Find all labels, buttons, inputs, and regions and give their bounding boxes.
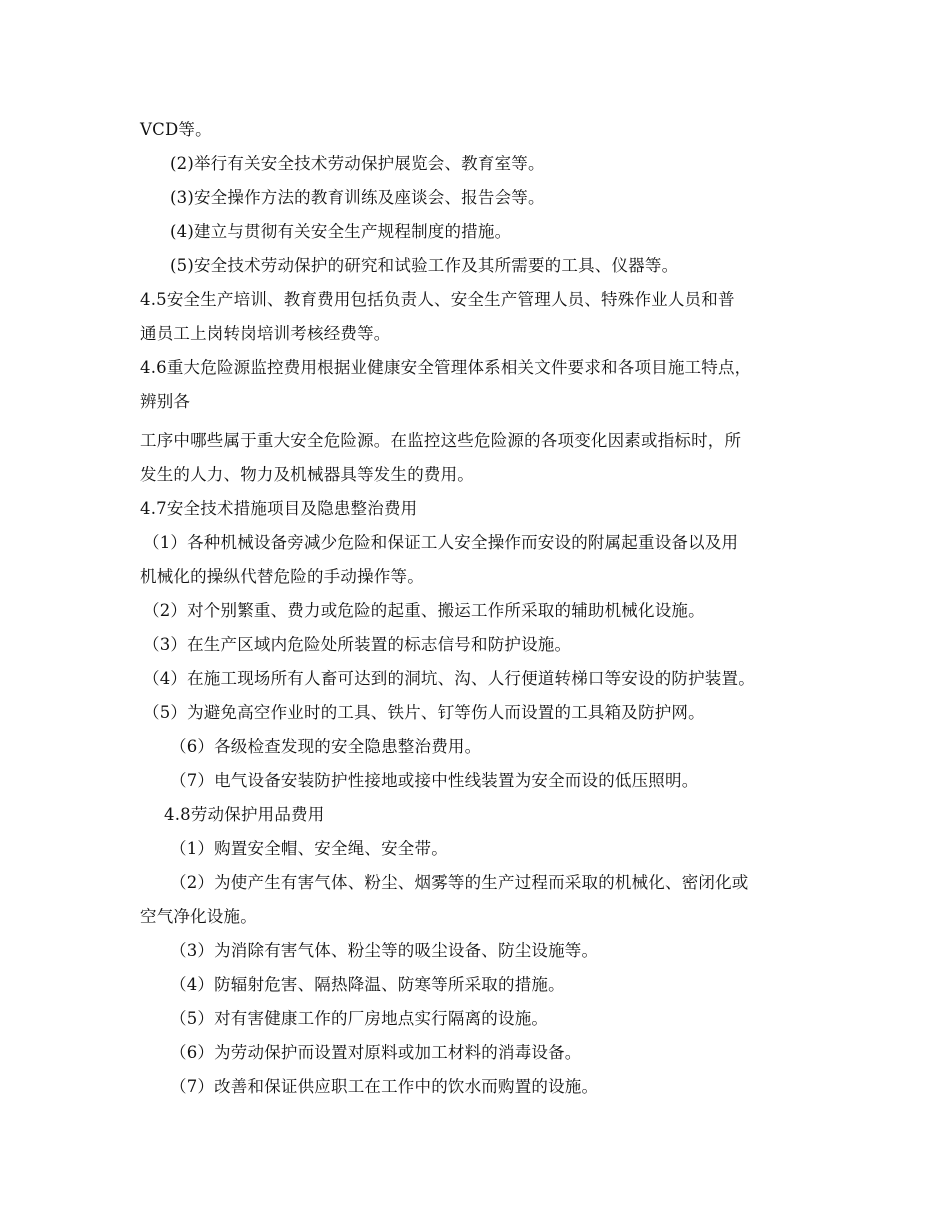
list-item: （2）对个别繁重、费力或危险的起重、搬运工作所采取的辅助机械化设施。 xyxy=(143,601,705,620)
list-item: （1）购置安全帽、安全绳、安全带。 xyxy=(170,839,448,858)
text-line: (5)安全技术劳动保护的研究和试验工作及其所需要的工具、仪器等。 xyxy=(170,256,679,275)
list-item: （7）改善和保证供应职工在工作中的饮水而购置的设施。 xyxy=(170,1077,599,1096)
list-item: （1）各种机械设备旁减少危险和保证工人安全操作而安设的附属起重设备以及用 xyxy=(143,533,739,552)
section-heading: 4.6重大危险源监控费用根据业健康安全管理体系相关文件要求和各项目施工特点， xyxy=(140,358,752,377)
list-item: （6）为劳动保护而设置对原料或加工材料的消毒设备。 xyxy=(170,1043,582,1062)
list-item: （3）在生产区域内危险处所装置的标志信号和防护设施。 xyxy=(143,635,572,654)
list-item: （5）对有害健康工作的厂房地点实行隔离的设施。 xyxy=(170,1009,549,1028)
list-item: （4）防辐射危害、隔热降温、防寒等所采取的措施。 xyxy=(170,975,565,994)
text-line: (4)建立与贯彻有关安全生产规程制度的措施。 xyxy=(170,222,512,241)
text-line: 空气净化设施。 xyxy=(140,907,257,926)
section-heading: 4.5安全生产培训、教育费用包括负责人、安全生产管理人员、特殊作业人员和普 xyxy=(140,290,735,309)
list-item: （2）为使产生有害气体、粉尘、烟雾等的生产过程而采取的机械化、密闭化或 xyxy=(170,873,749,892)
text-line: 发生的人力、物力及机械器具等发生的费用。 xyxy=(140,465,474,484)
text-line: 工序中哪些属于重大安全危险源。在监控这些危险源的各项变化因素或指标时，所 xyxy=(140,431,742,450)
text-line: 机械化的操纵代替危险的手动操作等。 xyxy=(140,567,424,586)
list-item: （6）各级检查发现的安全隐患整治费用。 xyxy=(170,737,482,756)
text-line: VCD等。 xyxy=(140,120,212,139)
list-item: （4）在施工现场所有人畜可达到的洞坑、沟、人行便道转梯口等安设的防护装置。 xyxy=(143,669,755,688)
section-heading: 4.7安全技术措施项目及隐患整治费用 xyxy=(140,499,418,518)
text-line: (3)安全操作方法的教育训练及座谈会、报告会等。 xyxy=(170,188,545,207)
list-item: （7）电气设备安装防护性接地或接中性线装置为安全而设的低压照明。 xyxy=(170,771,699,790)
text-line: 辨别各 xyxy=(140,392,191,411)
list-item: （5）为避免高空作业时的工具、铁片、钉等伤人而设置的工具箱及防护网。 xyxy=(143,703,705,722)
list-item: （3）为消除有害气体、粉尘等的吸尘设备、防尘设施等。 xyxy=(170,941,599,960)
section-heading: 4.8劳动保护用品费用 xyxy=(164,805,325,824)
text-line: 通员工上岗转岗培训考核经费等。 xyxy=(140,324,391,343)
text-line: (2)举行有关安全技术劳动保护展览会、教育室等。 xyxy=(170,154,545,173)
